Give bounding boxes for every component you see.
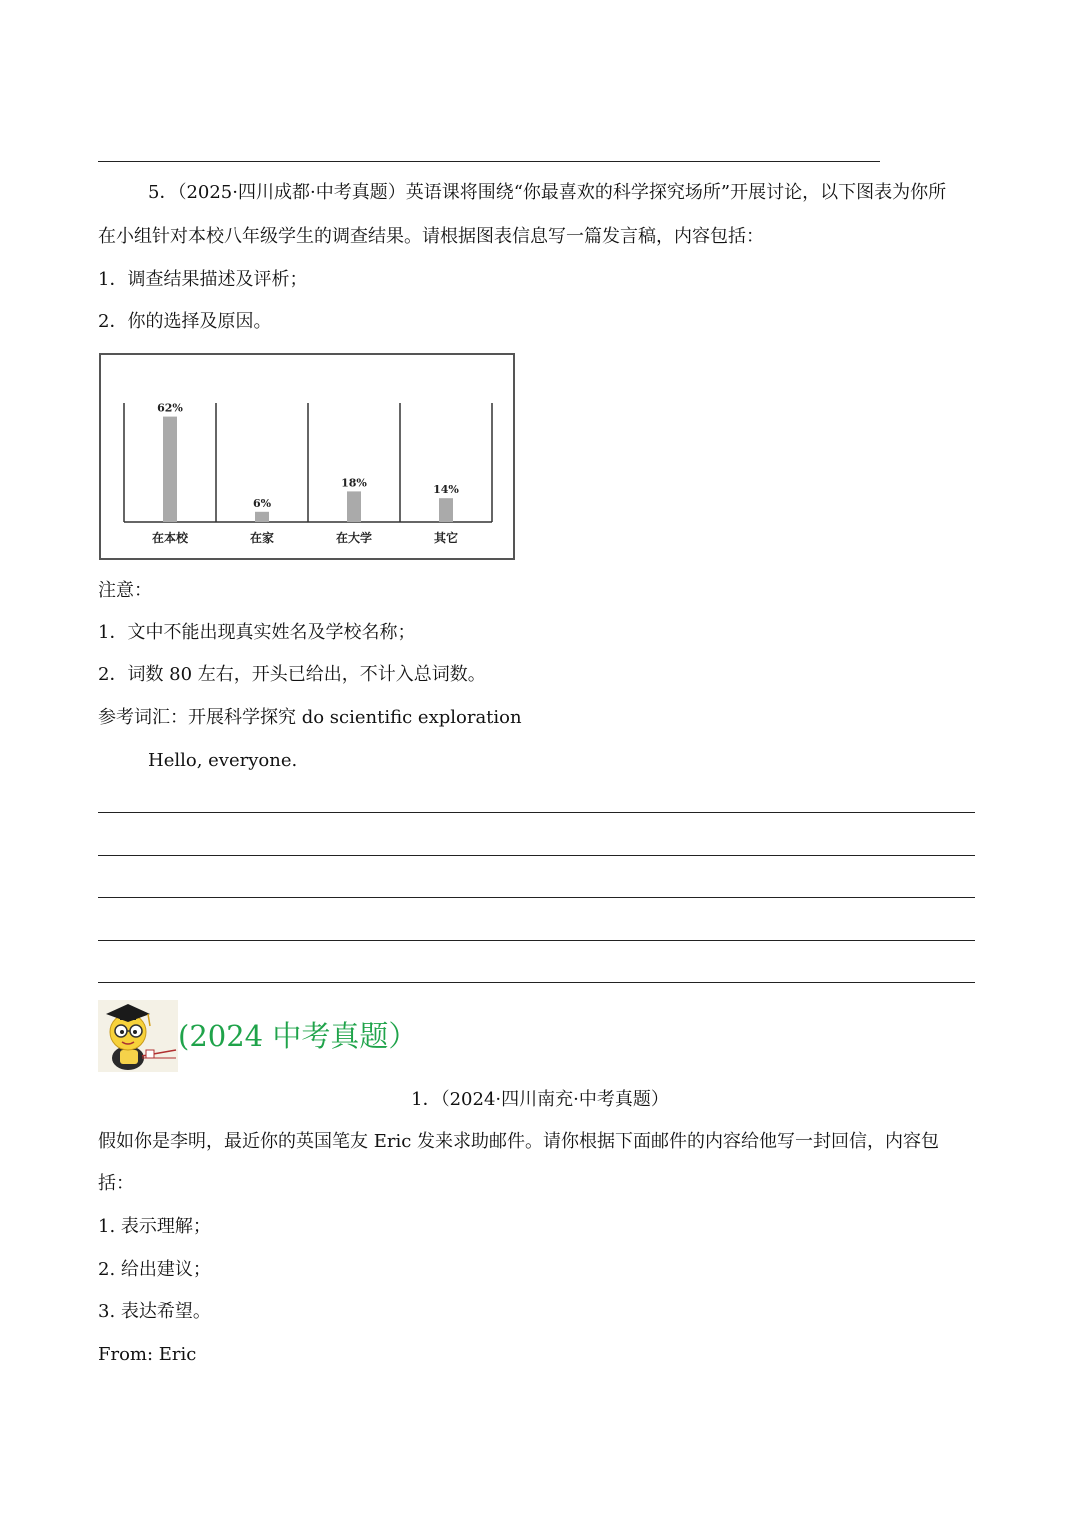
- section-title: (2024 中考真题）: [178, 1019, 418, 1053]
- q5-prompt-line-2: 在小组针对本校八年级学生的调查结果。请根据图表信息写一篇发言稿，内容包括：: [98, 226, 764, 247]
- graduate-mascot-icon: [98, 1000, 178, 1072]
- q1-prompt-line-2: 括：: [98, 1173, 134, 1194]
- category-label-2: 在家: [249, 531, 275, 545]
- survey-bar-chart: [99, 353, 515, 560]
- q1-prompt-line-1: 假如你是李明，最近你的英国笔友 Eric 发来求助邮件。请你根据下面邮件的内容给他写一封回信，内容包: [98, 1131, 940, 1152]
- q5-prompt-line-1: 5．（2025·四川成都·中考真题）英语课将围绕“你最喜欢的科学探究场所”开展讨论，以下图表为你所: [148, 182, 947, 203]
- category-label-3: 在大学: [335, 531, 373, 545]
- category-label-1: 在本校: [151, 531, 189, 545]
- bar-value-label-4: 14%: [433, 483, 459, 497]
- bar-value-label-3: 18%: [341, 476, 367, 490]
- category-label-4: 其它: [433, 531, 459, 545]
- note-1: 1．文中不能出现真实姓名及学校名称；: [98, 622, 416, 643]
- bar-value-label-2: 6%: [252, 496, 272, 510]
- notes-label: 注意：: [98, 580, 152, 601]
- q1-item-3: 3. 表达希望。: [98, 1301, 211, 1322]
- top-answer-line: [98, 161, 880, 162]
- q1-title: 1．（2024·四川南充·中考真题）: [411, 1089, 669, 1110]
- q1-item-2: 2. 给出建议；: [98, 1259, 211, 1280]
- reference-vocabulary: 参考词汇：开展科学探究 do scientific exploration: [98, 707, 522, 728]
- q5-requirement-2: 2．你的选择及原因。: [98, 311, 272, 332]
- writing-line-3[interactable]: [98, 897, 975, 898]
- bar-2: [255, 512, 269, 522]
- bar-value-label-1: 62%: [157, 401, 183, 415]
- q1-item-1: 1. 表示理解；: [98, 1216, 211, 1237]
- writing-line-5[interactable]: [98, 982, 975, 983]
- writing-line-2[interactable]: [98, 855, 975, 856]
- q5-requirement-1: 1．调查结果描述及评析；: [98, 269, 308, 290]
- chart-svg: [101, 355, 513, 558]
- writing-line-1[interactable]: [98, 812, 975, 813]
- q1-from-line: From: Eric: [98, 1344, 197, 1365]
- essay-opening: Hello, everyone.: [148, 750, 298, 771]
- bar-1: [163, 417, 177, 522]
- note-2: 2．词数 80 左右，开头已给出，不计入总词数。: [98, 664, 486, 685]
- bar-4: [439, 498, 453, 522]
- bar-3: [347, 491, 361, 522]
- writing-line-4[interactable]: [98, 940, 975, 941]
